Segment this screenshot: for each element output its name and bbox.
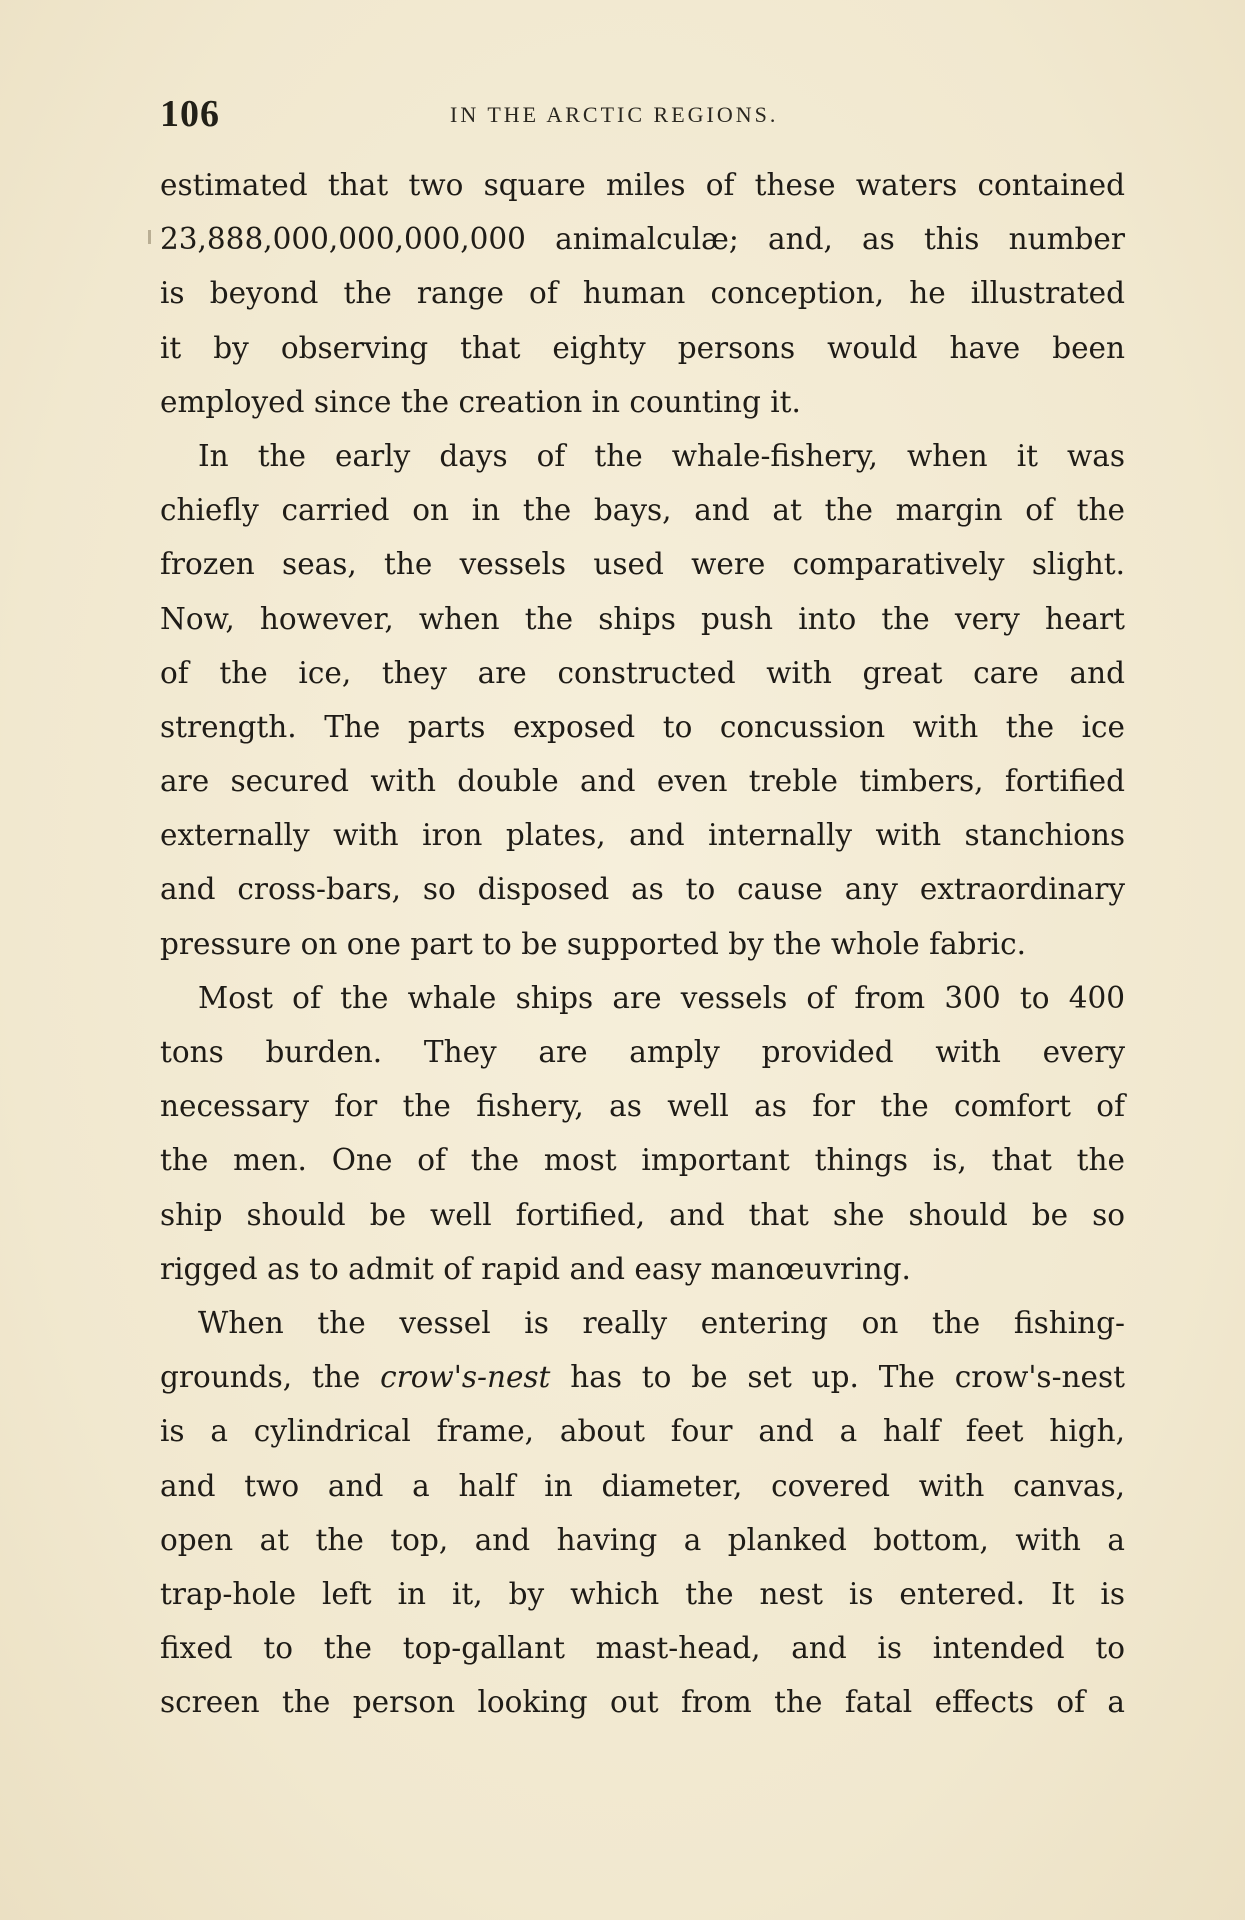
text-line: trap-hole left in it, by which the nest is entered. It is bbox=[160, 1576, 1125, 1611]
text-line: tons burden. They are amply provided with every bbox=[160, 1035, 1125, 1069]
italic-term: crow's-nest bbox=[380, 1360, 551, 1395]
text-line: employed since the creation in counting it. bbox=[160, 384, 801, 419]
text-line: screen the person looking out from the fatal effects of a bbox=[160, 1685, 1125, 1720]
text-line: In the early days of the whale-fishery, when it was bbox=[198, 438, 1125, 473]
body-text bbox=[160, 158, 1125, 1729]
page-number: 106 bbox=[160, 93, 220, 135]
text-line: When the vessel is really entering on the fishing- bbox=[198, 1305, 1125, 1340]
text-line: open at the top, and having a planked bottom, with a bbox=[160, 1522, 1125, 1557]
text-line: Most of the whale ships are vessels of from 300 to 400 bbox=[198, 980, 1125, 1015]
text-line: is beyond the range of human conception, he illustrated bbox=[160, 276, 1125, 311]
text-line: externally with iron plates, and internally with stanchions bbox=[160, 818, 1125, 853]
running-head bbox=[160, 92, 1125, 142]
text-line: frozen seas, the vessels used were comparatively slight. bbox=[160, 547, 1125, 582]
text-line: the men. One of the most important things is, that the bbox=[160, 1143, 1125, 1178]
text-line: 23,888,000,000,000,000 animalculæ; and, as this number bbox=[160, 222, 1125, 257]
text-line: are secured with double and even treble timbers, fortified bbox=[160, 764, 1125, 799]
margin-ink-mark bbox=[148, 230, 151, 244]
text-line: necessary for the fishery, as well as for the comfort of bbox=[160, 1089, 1125, 1124]
text-line: and two and a half in diameter, covered with canvas, bbox=[160, 1468, 1125, 1503]
text-line: it by observing that eighty persons would have been bbox=[160, 330, 1125, 365]
text-line: fixed to the top-gallant mast-head, and is intended to bbox=[160, 1631, 1125, 1666]
text-line: chiefly carried on in the bays, and at the margin of the bbox=[160, 493, 1125, 528]
text-line: pressure on one part to be supported by the whole fabric. bbox=[160, 926, 1026, 961]
text-line: of the ice, they are constructed with great care and bbox=[160, 655, 1125, 690]
text-line: is a cylindrical frame, about four and a half feet high, bbox=[160, 1414, 1125, 1449]
text-line: estimated that two square miles of these waters contained bbox=[160, 168, 1125, 202]
text-line: grounds, the crow's-nest has to be set up. The crow's-nest bbox=[160, 1360, 1125, 1395]
text-line: and cross-bars, so disposed as to cause any extraordinary bbox=[160, 872, 1125, 907]
running-title: IN THE ARCTIC REGIONS. bbox=[450, 102, 779, 127]
text-line: ship should be well fortified, and that she should be so bbox=[160, 1197, 1125, 1232]
text-line: strength. The parts exposed to concussion with the ice bbox=[160, 709, 1125, 744]
text-line: Now, however, when the ships push into the very heart bbox=[160, 601, 1125, 636]
text-line: rigged as to admit of rapid and easy manœuvring. bbox=[160, 1251, 911, 1286]
